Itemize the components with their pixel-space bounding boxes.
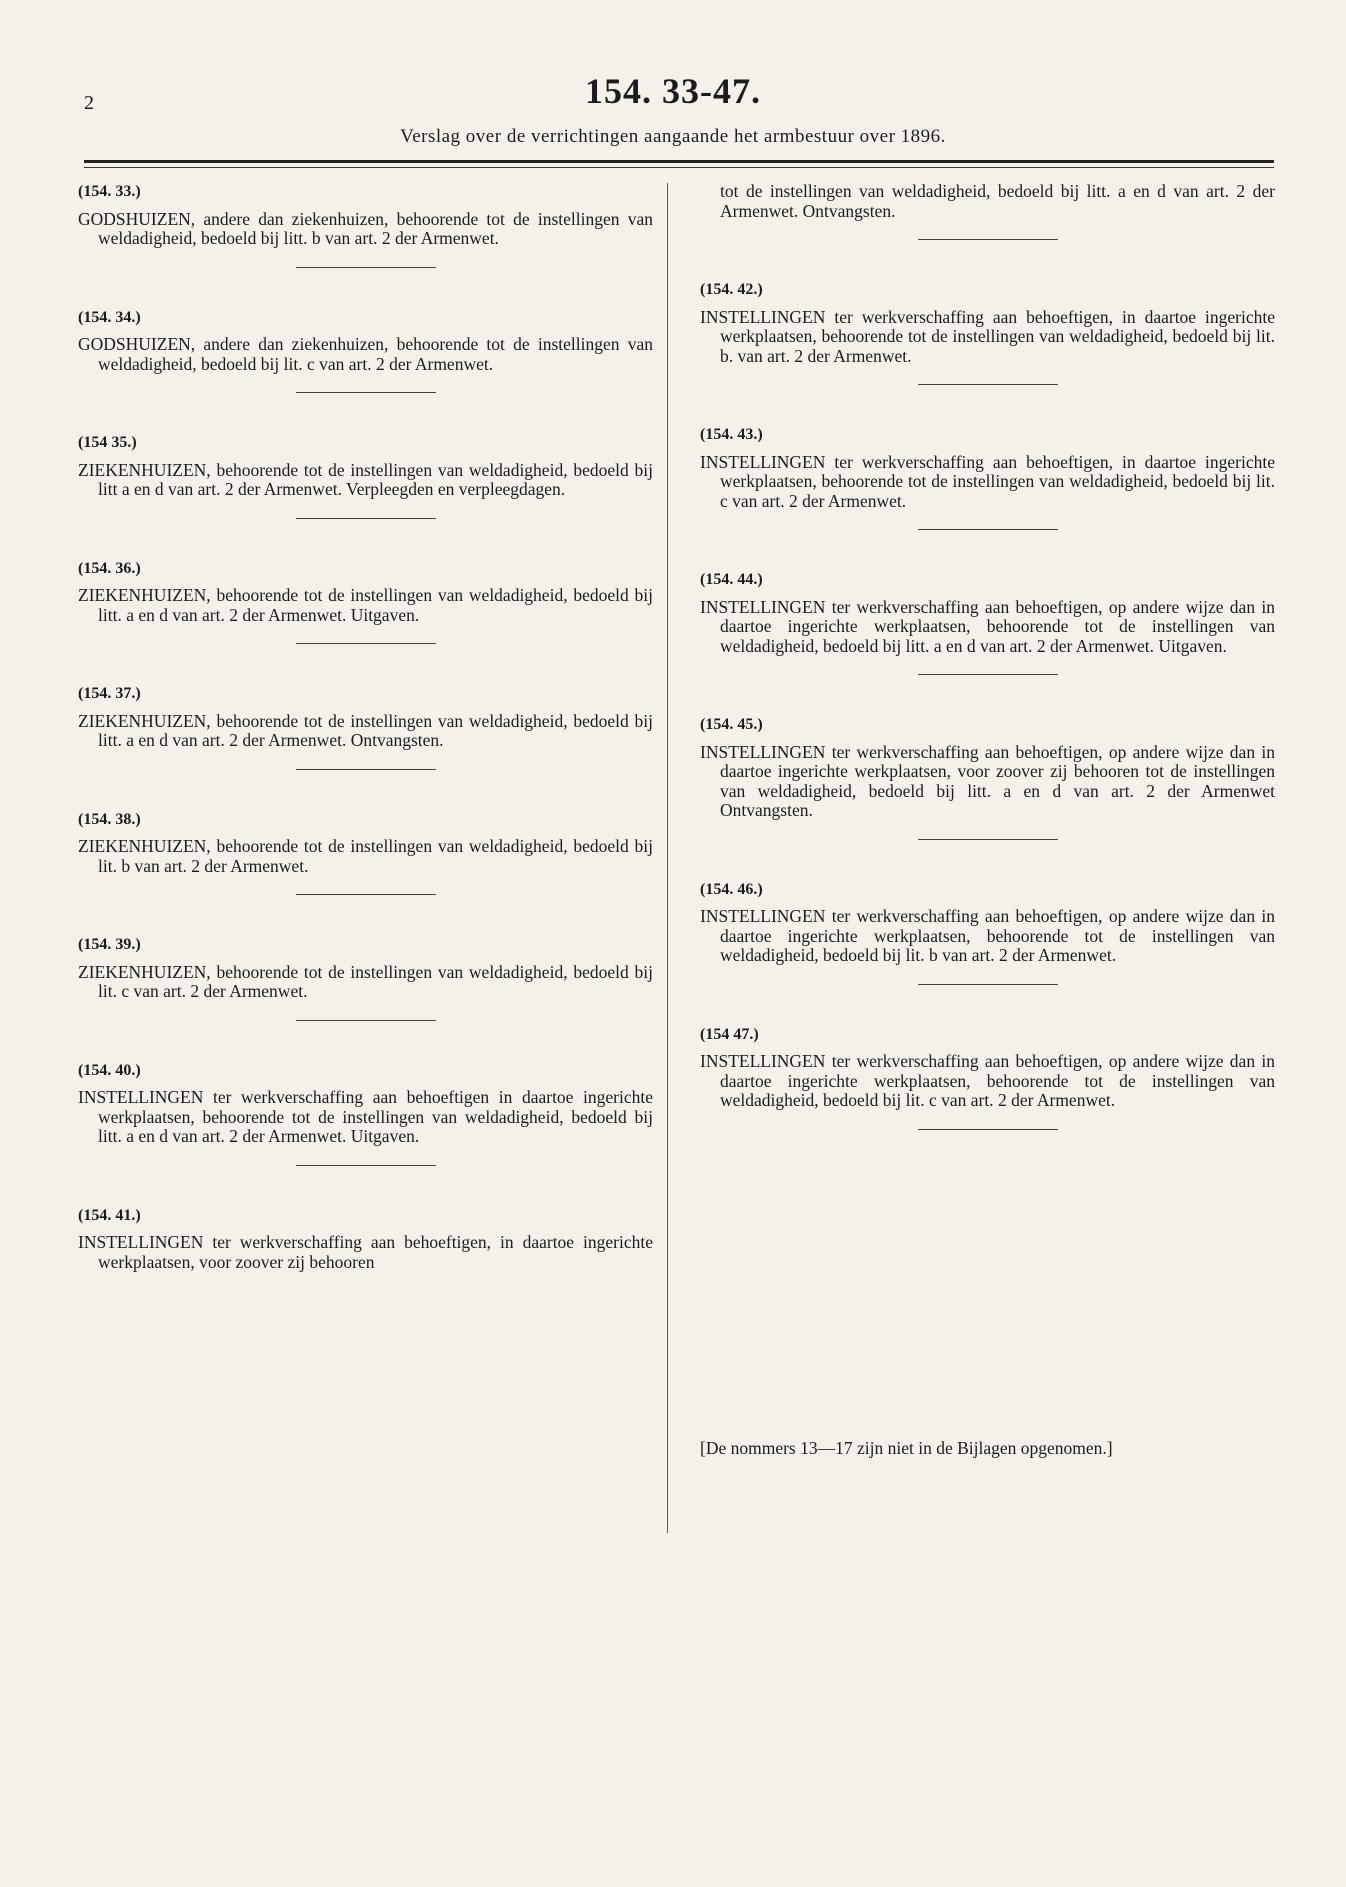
- separator-line: [918, 1129, 1058, 1130]
- entry-text: INSTELLINGEN ter werkverschaffing aan behoeftigen, in daartoe ingerichte werkplaatsen, behoorende tot de instellingen van weldadigheid, bedoeld bij lit. b. van art. 2 der Armenwet.: [700, 306, 1275, 366]
- entry-text: INSTELLINGEN ter werkverschaffing aan behoeftigen, in daartoe ingerichte werkplaatsen, behoorende tot de instellingen van weldadigheid, bedoeld bij lit. c van art. 2 der Armenwet.: [700, 451, 1275, 511]
- entry-154-45: [700, 715, 1275, 840]
- entry-code: (154. 39.): [78, 936, 141, 953]
- entry-code: (154. 34.): [78, 308, 141, 326]
- separator-line: [918, 239, 1058, 240]
- entry-154-40: [78, 1061, 653, 1166]
- entry-154-41-continued: [700, 182, 1275, 240]
- entry-code: (154. 41.): [78, 1206, 141, 1224]
- separator-line: [296, 643, 436, 644]
- entry-text: INSTELLINGEN ter werkverschaffing aan behoeftigen in daartoe ingerichte werkplaatsen, behoorende tot de instellingen van weldadigheid, bedoeld bij litt. a en d van art. 2 der Armenwet. Uitgaven.: [78, 1087, 653, 1146]
- entry-text: GODSHUIZEN, andere dan ziekenhuizen, behoorende tot de instellingen van weldadigheid, bedoeld bij litt. b van art. 2 der Armenwet.: [78, 208, 653, 248]
- separator-line: [296, 1020, 436, 1021]
- entry-text: INSTELLINGEN ter werkverschaffing aan behoeftigen, in daartoe ingerichte werkplaatsen, voor zoover zij behooren: [78, 1232, 653, 1272]
- entry-text: INSTELLINGEN ter werkverschaffing aan behoeftigen, op andere wijze dan in daartoe ingerichte werkplaatsen, behoorende tot de instellingen van weldadigheid, bedoeld bij lit. c van art. 2 der Armenwet.: [700, 1051, 1275, 1110]
- entry-code: (154 47.): [700, 1025, 759, 1043]
- entry-154-33: [78, 182, 653, 268]
- entry-code: (154. 46.): [700, 880, 763, 898]
- entry-154-42: [700, 280, 1275, 385]
- footnote: [De nommers 13—17 zijn niet in de Bijlagen opgenomen.]: [700, 1438, 1113, 1458]
- entry-code: (154. 45.): [700, 716, 763, 733]
- separator-line: [296, 1165, 436, 1166]
- separator-line: [296, 518, 436, 519]
- entry-code: (154. 40.): [78, 1061, 141, 1079]
- entry-code: (154. 43.): [700, 426, 763, 443]
- entry-154-35: [78, 433, 653, 519]
- entry-154-34: [78, 308, 653, 394]
- entry-code: (154. 33.): [78, 183, 141, 200]
- entry-code: (154. 42.): [700, 281, 763, 298]
- separator-line: [296, 392, 436, 393]
- column-divider: [667, 183, 668, 1533]
- right-column: [700, 182, 1275, 1170]
- entry-154-41: [78, 1206, 653, 1273]
- header-rule-thin: [84, 167, 1274, 168]
- entry-154-38: [78, 810, 653, 896]
- entry-text: tot de instellingen van weldadigheid, bedoeld bij litt. a en d van art. 2 der Armenwet. Ontvangsten.: [720, 181, 1275, 221]
- entry-text: ZIEKENHUIZEN, behoorende tot de instellingen van weldadigheid, bedoeld bij litt. a en d van art. 2 der Armenwet. Ontvangsten.: [78, 710, 653, 750]
- entry-text: ZIEKENHUIZEN, behoorende tot de instellingen van weldadigheid, bedoeld bij lit. c van art. 2 der Armenwet.: [78, 961, 653, 1001]
- entry-154-43: [700, 425, 1275, 530]
- separator-line: [918, 529, 1058, 530]
- page-subtitle: Verslag over de verrichtingen aangaande het armbestuur over 1896.: [400, 126, 946, 147]
- entry-text: ZIEKENHUIZEN, behoorende tot de instellingen van weldadigheid, bedoeld bij litt a en d van art. 2 der Armenwet. Verpleegden en verpleegdagen.: [78, 459, 653, 499]
- entry-code: (154. 38.): [78, 810, 141, 828]
- header-rule-thick: [84, 160, 1274, 163]
- entry-text: INSTELLINGEN ter werkverschaffing aan behoeftigen, op andere wijze dan in daartoe ingerichte werkplaatsen, behoorende tot de instellingen van weldadigheid, bedoeld bij lit. b van art. 2 der Armenwet.: [700, 906, 1275, 965]
- entry-154-47: [700, 1025, 1275, 1130]
- separator-line: [918, 674, 1058, 675]
- page-title: 154. 33-47.: [585, 71, 761, 111]
- entry-code: (154 35.): [78, 434, 137, 451]
- separator-line: [296, 769, 436, 770]
- separator-line: [296, 267, 436, 268]
- separator-line: [918, 839, 1058, 840]
- entry-154-36: [78, 559, 653, 645]
- entry-text: INSTELLINGEN ter werkverschaffing aan behoeftigen, op andere wijze dan in daartoe ingerichte werkplaatsen, voor zoover zij behooren tot de instellingen van weldadigheid, bedoeld bij litt. a en d van art. 2 der Armenwet Ontvangsten.: [700, 741, 1275, 820]
- entry-code: (154. 44.): [700, 571, 763, 588]
- left-column: [78, 182, 653, 1272]
- page-number: 2: [84, 92, 94, 114]
- separator-line: [918, 384, 1058, 385]
- entry-154-39: [78, 935, 653, 1021]
- entry-code: (154. 36.): [78, 559, 141, 577]
- separator-line: [918, 984, 1058, 985]
- entry-154-44: [700, 570, 1275, 675]
- separator-line: [296, 894, 436, 895]
- entry-154-46: [700, 880, 1275, 985]
- entry-text: ZIEKENHUIZEN, behoorende tot de instellingen van weldadigheid, bedoeld bij litt. a en d van art. 2 der Armenwet. Uitgaven.: [78, 585, 653, 625]
- entry-text: INSTELLINGEN ter werkverschaffing aan behoeftigen, op andere wijze dan in daartoe ingerichte werkplaatsen, behoorende tot de instellingen van weldadigheid, bedoeld bij litt. a en d van art. 2 der Armenwet. Uitgaven.: [700, 596, 1275, 656]
- entry-text: ZIEKENHUIZEN, behoorende tot de instellingen van weldadigheid, bedoeld bij lit. b van art. 2 der Armenwet.: [78, 836, 653, 876]
- entry-code: (154. 37.): [78, 685, 141, 702]
- entry-154-37: [78, 684, 653, 770]
- entry-text: GODSHUIZEN, andere dan ziekenhuizen, behoorende tot de instellingen van weldadigheid, bedoeld bij lit. c van art. 2 der Armenwet.: [78, 334, 653, 374]
